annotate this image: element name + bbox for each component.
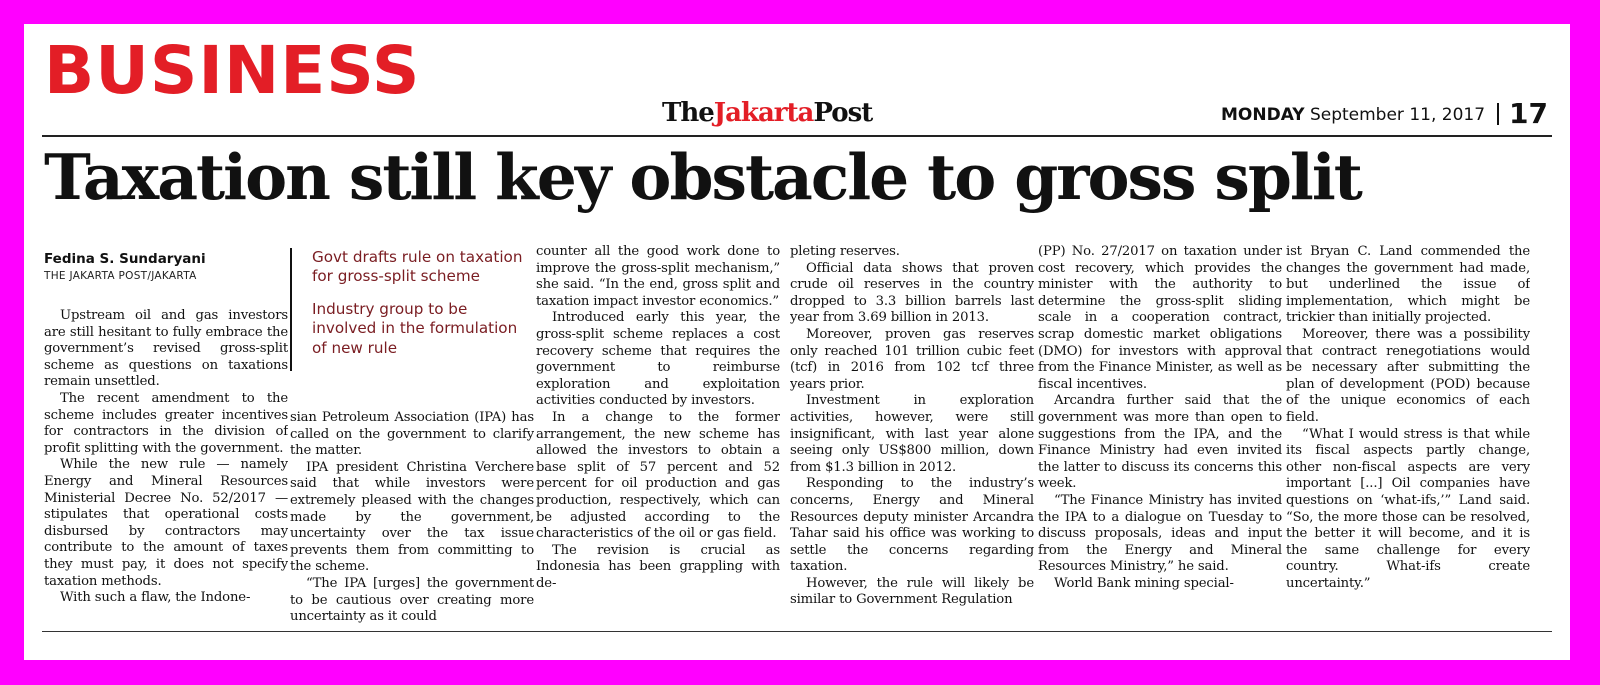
publication-logo (662, 98, 872, 128)
byline: Fedina S. Sundaryani (44, 251, 206, 267)
paragraph: IPA president Christina Verchere said that while investors were extremely pleased with the changes made by the government, uncertainty over the tax issue prevents them from committing to the scheme. (290, 459, 534, 575)
paragraph: Moreover, there was a possibility that contract renegotiations would be necessary after submitting the plan of development (POD) because of the unique economics of each field. (1286, 326, 1530, 425)
newspaper-page (24, 24, 1570, 660)
paragraph: Official data shows that proven crude oil reserves in the country dropped to 3.3 billion barrels last year from 3.69 billion in 2013. (790, 260, 1034, 326)
paragraph: Responding to the industry’s concerns, Energy and Mineral Resources deputy minister Arcandra Tahar said his office was working to settle the concerns regarding taxation. (790, 476, 1034, 575)
bottom-rule (42, 631, 1552, 632)
kicker-line: Industry group to be involved in the formulation of new rule (312, 299, 518, 357)
paragraph: “The Finance Ministry has invited the IPA to a dialogue on Tuesday to discuss proposals, ideas and input from the Energy and Mineral Resources Ministry,” he said. (1038, 492, 1282, 575)
paragraph: sian Petroleum Association (IPA) has called on the government to clarify the matter. (290, 410, 534, 459)
paragraph: “What I would stress is that while its fiscal aspects partly change, other non-fiscal aspects are very important [...] Oil companies have questions on ‘what-ifs,’” Land said. “So, the more those can be resolved, the better it will become, and it is the same challenge for every country. What-ifs create uncertainty.” (1286, 426, 1530, 591)
paragraph: counter all the good work done to improve the gross-split mechanism,” she said. “In the end, gross split and taxation impact investor economics.” (536, 244, 780, 309)
paragraph: “The IPA [urges] the government to be cautious over creating more uncertainty as it could (290, 575, 534, 625)
logo-the: The (662, 98, 714, 128)
dateline-divider (1497, 103, 1499, 125)
article-kicker (290, 248, 532, 371)
article-column-3 (536, 244, 780, 628)
paragraph: Upstream oil and gas investors are still hesitant to fully embrace the government’s revised gross-split scheme as questions on taxations remain unsettled. (44, 308, 288, 390)
article-headline: Taxation still key obstacle to gross split (44, 140, 1361, 214)
article-column-6 (1286, 244, 1530, 628)
paragraph: With such a flaw, the Indone- (60, 590, 251, 606)
article-column-4 (790, 244, 1034, 628)
paragraph: While the new rule — namely Energy and Mineral Resources Ministerial Decree No. 52/2017 — stipulates that operational costs disbursed by contractors may contribute to the amount of taxes they must pay, it does not specify taxation methods. (44, 457, 288, 589)
paragraph: pleting reserves. (790, 244, 900, 259)
dateline-day: MONDAY (1220, 105, 1305, 125)
article-column-1 (44, 308, 288, 628)
logo-jakarta: Jakarta (713, 98, 814, 128)
paragraph: ist Bryan C. Land commended the changes the government had made, but underlined the issue of implementation, which might be trickier than initially projected. (1286, 244, 1530, 326)
page-number: 17 (1509, 97, 1548, 130)
article-column-5 (1038, 244, 1282, 628)
kicker-line: Govt drafts rule on taxation for gross-split scheme (312, 248, 523, 286)
paragraph: The recent amendment to the scheme includes greater incentives for contractors in the division of profit splitting with the government. (44, 390, 288, 456)
paragraph: However, the rule will likely be similar to Government Regulation (790, 575, 1034, 608)
paragraph: Introduced early this year, the gross-split scheme replaces a cost recovery scheme that requires the government to reimburse exploration and exploitation activities conducted by investors. (536, 310, 780, 409)
paragraph: Arcandra further said that the government was more than open to suggestions from the IPA, and the Finance Ministry had even invited the latter to discuss its concerns this week. (1038, 393, 1282, 492)
byline-credit: THE JAKARTA POST/JAKARTA (44, 270, 197, 282)
dateline (1220, 97, 1548, 130)
logo-post: Post (813, 98, 873, 128)
dateline-date: September 11, 2017 (1309, 105, 1486, 125)
paragraph: (PP) No. 27/2017 on taxation under cost recovery, which provides the minister with the authority to determine the gross-split sliding scale in a cooperation contract, scrap domestic market obligations (DMO) for investors with approval from the Finance Minister, as well as fiscal incentives. (1038, 244, 1282, 392)
paragraph: The revision is crucial as Indonesia has been grappling with de- (536, 542, 780, 591)
paragraph: In a change to the former arrangement, the new scheme has allowed the investors to obtain a base split of 57 percent and 52 percent for oil production and gas production, respectively, which can be adjusted according to the characteristics of the oil or gas field. (536, 409, 780, 542)
paragraph: Investment in exploration activities, however, were still insignificant, with last year alone seeing only US$800 million, down from $1.3 billion in 2012. (790, 393, 1034, 475)
paragraph: World Bank mining special- (1054, 575, 1234, 591)
section-title: BUSINESS (44, 32, 421, 109)
paragraph: Moreover, proven gas reserves only reached 101 trillion cubic feet (tcf) in 2016 from 102 tcf three years prior. (790, 326, 1034, 392)
article-column-2 (290, 410, 534, 628)
